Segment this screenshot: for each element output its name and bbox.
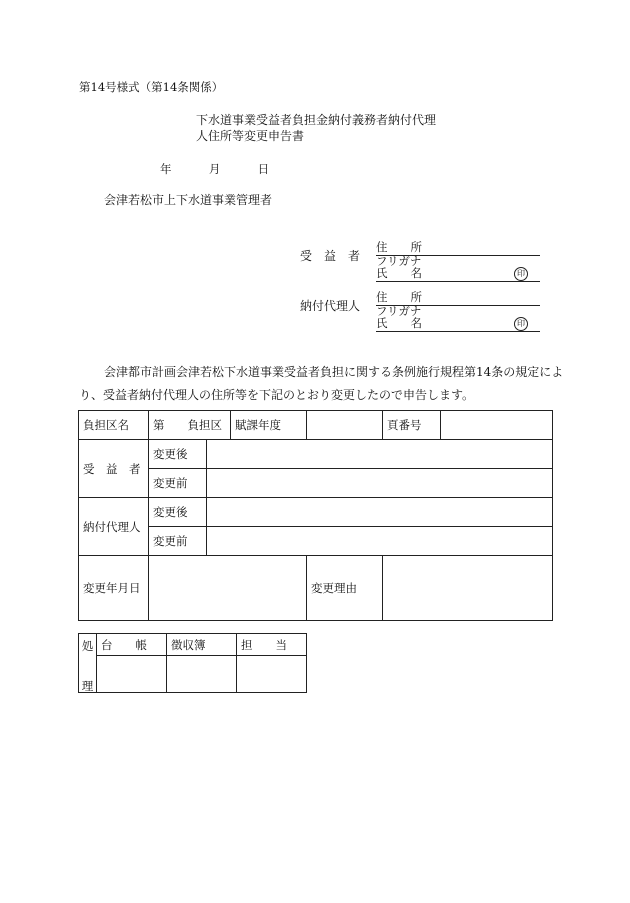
agent-before-field[interactable] xyxy=(207,527,553,556)
change-reason-label: 変更理由 xyxy=(307,556,383,621)
beneficiary-before-field[interactable] xyxy=(207,469,553,498)
tax-year-label: 賦課年度 xyxy=(231,411,307,440)
body-text-line1: 会津都市計画会津若松下水道事業受益者負担に関する条例施行規程第14条の規定によ xyxy=(104,365,564,379)
page-number-label: 頁番号 xyxy=(383,411,441,440)
body-text-line2: り、受益者納付代理人の住所等を下記のとおり変更したので申告します。 xyxy=(79,388,475,402)
agent-before-label: 変更前 xyxy=(149,527,207,556)
agent-name-label: 氏 名 xyxy=(376,316,422,330)
agent-name-field[interactable] xyxy=(376,331,540,332)
collection-book-label: 徴収簿 xyxy=(167,634,237,656)
table-agent-label: 納付代理人 xyxy=(79,498,149,556)
processing-label-bottom: 理 xyxy=(81,678,94,693)
processing-label-top: 処 xyxy=(81,639,94,653)
form-title-line1: 下水道事業受益者負担金納付義務者納付代理 xyxy=(196,113,437,127)
agent-after-label: 変更後 xyxy=(149,498,207,527)
beneficiary-before-label: 変更前 xyxy=(149,469,207,498)
beneficiary-name-label: 氏 名 xyxy=(376,266,422,280)
form-title-line2: 人住所等変更申告書 xyxy=(196,129,305,143)
date-day: 日 xyxy=(257,162,270,176)
agent-furigana-label: フリガナ xyxy=(376,304,422,318)
beneficiary-name-field[interactable] xyxy=(376,281,540,282)
processing-table xyxy=(78,633,307,693)
table-beneficiary-label: 受 益 者 xyxy=(79,440,149,498)
ledger-label: 台 帳 xyxy=(97,634,167,656)
district-value[interactable]: 第 負担区 xyxy=(149,411,231,440)
district-label: 負担区名 xyxy=(79,411,149,440)
person-in-charge-stamp-box[interactable] xyxy=(237,656,307,693)
agent-after-field[interactable] xyxy=(207,498,553,527)
change-reason-field[interactable] xyxy=(383,556,553,621)
page-number-field[interactable] xyxy=(441,411,553,440)
beneficiary-after-field[interactable] xyxy=(207,440,553,469)
processing-label xyxy=(79,634,97,693)
beneficiary-role: 受 益 者 xyxy=(300,249,361,263)
agent-seal-mark: 印 xyxy=(514,317,528,331)
person-in-charge-label: 担 当 xyxy=(237,634,307,656)
collection-book-stamp-box[interactable] xyxy=(167,656,237,693)
agent-address-label: 住 所 xyxy=(376,290,422,304)
ledger-stamp-box[interactable] xyxy=(97,656,167,693)
agent-role: 納付代理人 xyxy=(300,299,361,313)
change-date-label: 変更年月日 xyxy=(79,556,149,621)
addressee: 会津若松市上下水道事業管理者 xyxy=(104,193,273,207)
beneficiary-address-label: 住 所 xyxy=(376,240,422,254)
change-details-table xyxy=(78,410,553,621)
date-year: 年 xyxy=(160,162,172,176)
form-number: 第14号様式（第14条関係） xyxy=(79,80,224,94)
beneficiary-seal-mark: 印 xyxy=(514,267,528,281)
date-month: 月 xyxy=(208,162,221,176)
change-date-field[interactable] xyxy=(149,556,307,621)
beneficiary-after-label: 変更後 xyxy=(149,440,207,469)
date-line xyxy=(160,164,269,176)
tax-year-field[interactable] xyxy=(307,411,383,440)
beneficiary-furigana-label: フリガナ xyxy=(376,254,422,268)
